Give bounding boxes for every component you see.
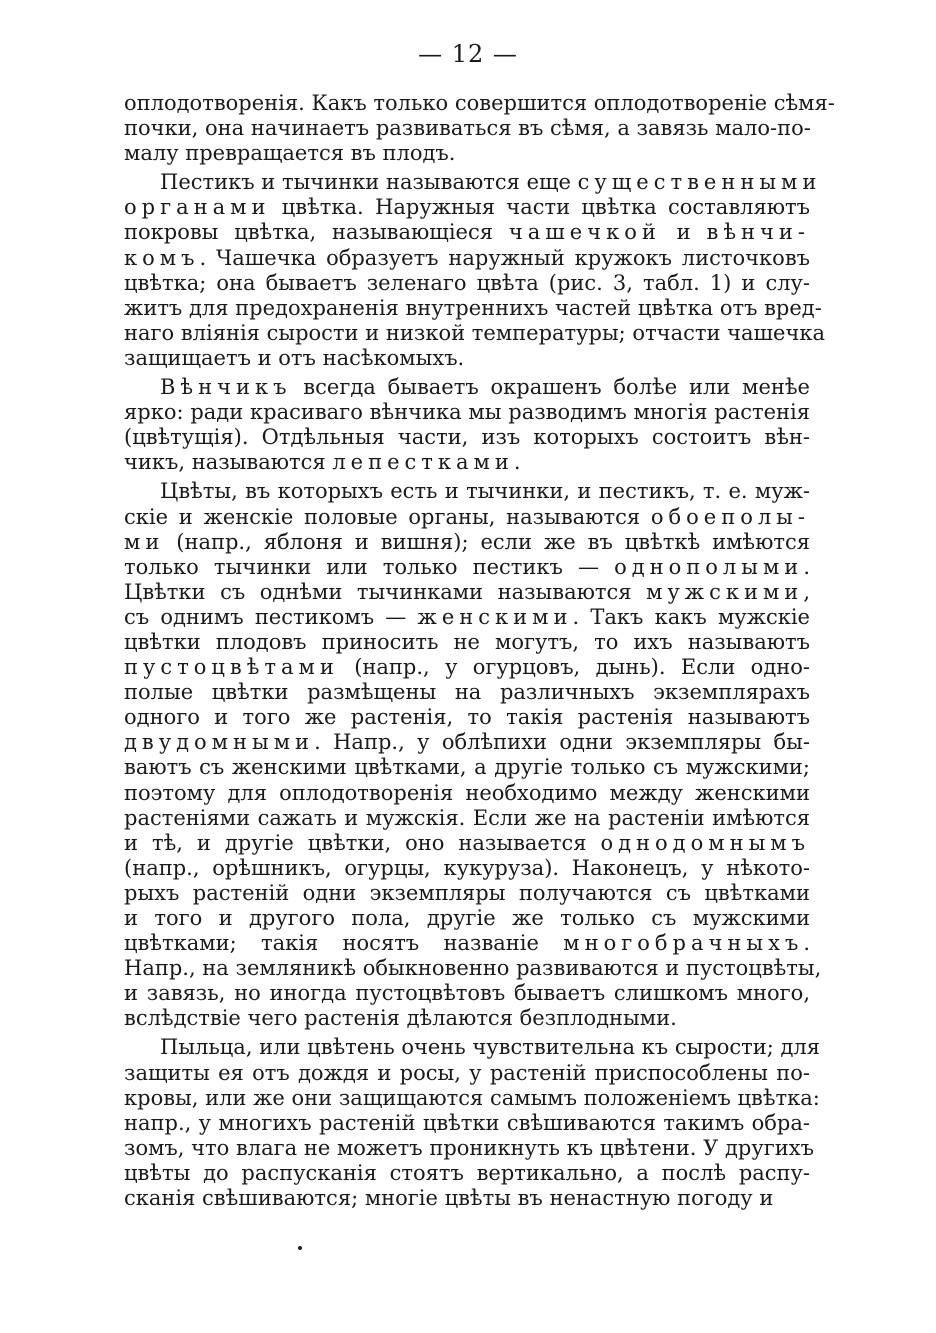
text-run: поэтому для оплодотворенія необходимо между женскими bbox=[124, 780, 810, 805]
text-run: растеніями сажать и мужскія. Если же на растеніи имѣются bbox=[124, 805, 810, 830]
text-run: чикъ, называются bbox=[124, 450, 333, 475]
text-run: , bbox=[803, 579, 810, 604]
text-run: . bbox=[803, 554, 810, 579]
text-line bbox=[124, 530, 810, 555]
text-run: защищаетъ и отъ насѣкомыхъ. bbox=[124, 345, 465, 370]
text-run: цвѣтка; она бываетъ зеленаго цвѣта (рис. 3, табл. 1) и слу- bbox=[124, 270, 810, 295]
text-line bbox=[124, 295, 822, 321]
text-run: полые цвѣтки размѣщены на различныхъ экземплярахъ bbox=[124, 680, 810, 705]
text-run: и bbox=[660, 220, 707, 245]
text-line bbox=[124, 375, 810, 400]
print-speck bbox=[298, 1246, 302, 1250]
text-run: малу превращается въ плодъ. bbox=[124, 141, 456, 166]
spaced-term: существенными bbox=[577, 170, 822, 195]
text-run: Цвѣтки съ однѣми тычинками называются bbox=[124, 579, 647, 604]
text-line bbox=[124, 580, 810, 605]
text-line bbox=[124, 680, 810, 705]
text-run: (напр., орѣшникъ, огурцы, кукуруза). Наконецъ, у нѣкото- bbox=[124, 855, 810, 880]
text-line bbox=[124, 479, 810, 504]
text-run: ярко: ради красиваго вѣнчика мы разводимъ многія растенія bbox=[124, 400, 810, 425]
text-line bbox=[124, 605, 810, 630]
text-line bbox=[124, 981, 810, 1006]
text-run: (напр., у огурцовъ, дынь). Если одно- bbox=[338, 655, 810, 680]
text-line bbox=[124, 400, 810, 425]
text-run: (цвѣтущія). Отдѣльныя части, изъ которыхъ состоитъ вѣн- bbox=[124, 425, 810, 450]
text-run: почки, она начинаетъ развиваться въ сѣмя, а завязь мало-по- bbox=[124, 116, 811, 141]
text-run: и завязь, но иногда пустоцвѣтовъ бываетъ слишкомъ много, bbox=[124, 981, 810, 1006]
text-run: скіе и женскіе половые органы, называются bbox=[124, 504, 651, 529]
text-line bbox=[124, 555, 810, 580]
paragraph bbox=[124, 479, 822, 1031]
text-run: только тычинки или только пестикъ — bbox=[124, 554, 615, 579]
spaced-term: обоеполы- bbox=[650, 504, 810, 529]
spaced-term: однополыми bbox=[614, 554, 804, 579]
text-line bbox=[124, 956, 822, 981]
text-run: защиты ея отъ дождя и росы, у растеній приспособлены по- bbox=[124, 1060, 810, 1085]
text-run: сканія свѣшиваются; многіе цвѣты въ ненастную погоду и bbox=[124, 1186, 774, 1211]
text-line bbox=[124, 881, 810, 906]
text-run: Пестикъ и тычинки называются еще bbox=[160, 170, 578, 195]
text-run: наго вліянія сырости и низкой температуры; отчасти чашечка bbox=[124, 320, 826, 345]
text-line bbox=[124, 630, 810, 655]
paragraph bbox=[124, 1035, 821, 1211]
text-run: . Чашечка образуетъ наружный кружокъ листочковъ bbox=[199, 245, 810, 270]
text-run: покровы цвѣтка, называющіеся bbox=[124, 220, 509, 245]
text-line bbox=[124, 116, 810, 141]
text-run: . bbox=[803, 931, 810, 956]
text-line bbox=[124, 781, 810, 806]
text-run: и того и другого пола, другіе же только съ мужскими bbox=[124, 906, 810, 930]
paragraph bbox=[124, 91, 835, 166]
spaced-term: чашечкой bbox=[508, 220, 661, 245]
text-line bbox=[124, 170, 822, 195]
text-line bbox=[124, 346, 810, 371]
text-line bbox=[124, 831, 810, 856]
text-line bbox=[124, 141, 810, 166]
text-run: вслѣдствіе чего растенія дѣлаются безплодными. bbox=[124, 1006, 677, 1031]
text-block bbox=[124, 91, 835, 1211]
text-run: оплодотворенія. Какъ только совершится оплодотвореніе сѣмя- bbox=[124, 91, 835, 115]
text-line bbox=[124, 320, 826, 346]
text-line bbox=[124, 906, 810, 931]
text-line bbox=[124, 931, 810, 956]
spaced-term: многобрачныхъ bbox=[563, 931, 804, 956]
text-line bbox=[124, 705, 810, 730]
spaced-term: двудомными bbox=[124, 730, 315, 755]
text-line bbox=[124, 450, 810, 475]
text-run: кровы, или же они защищаются самымъ положеніемъ цвѣтка: bbox=[124, 1085, 820, 1110]
spaced-term: однодомнымъ bbox=[600, 830, 810, 855]
page-number: — 12 — bbox=[418, 40, 518, 68]
text-line bbox=[124, 755, 810, 780]
text-line bbox=[124, 655, 810, 680]
text-run: житъ для предохраненія внутреннихъ частей цвѣтка отъ вред- bbox=[124, 295, 822, 320]
text-run: одного и того же растенія, то такія растенія называютъ bbox=[124, 705, 810, 730]
text-run: . Такъ какъ мужскіе bbox=[572, 604, 810, 629]
spaced-term: лепестками bbox=[332, 450, 514, 475]
paragraph bbox=[124, 170, 826, 371]
text-line bbox=[124, 1035, 821, 1060]
spaced-term: органами bbox=[124, 195, 271, 220]
text-line bbox=[124, 1111, 810, 1136]
text-run: Пыльца, или цвѣтень очень чувствительна къ сырости; для bbox=[160, 1035, 821, 1060]
text-line bbox=[124, 220, 810, 245]
spaced-term: женскими bbox=[417, 604, 573, 629]
text-run: . bbox=[513, 450, 521, 475]
spaced-term: комъ bbox=[124, 245, 200, 270]
text-run: (напр., яблоня и вишня); если же въ цвѣткѣ имѣются bbox=[164, 529, 810, 554]
text-line bbox=[124, 505, 810, 530]
spaced-term: пустоцвѣтами bbox=[124, 655, 339, 680]
text-run: цвѣты до распусканія стоятъ вертикально, а послѣ распу- bbox=[124, 1160, 810, 1185]
text-run: съ однимъ пестикомъ — bbox=[124, 604, 418, 629]
text-run: Напр., на земляникѣ обыкновенно развиваются и пустоцвѣты, bbox=[124, 956, 822, 981]
spaced-term: вѣнчи- bbox=[706, 220, 810, 245]
text-run: зомъ, что влага не можетъ проникнуть къ цвѣтени. У другихъ bbox=[124, 1135, 814, 1160]
text-run: и тѣ, и другіе цвѣтки, оно называется bbox=[124, 830, 601, 855]
text-run: цвѣтками; такія носятъ названіе bbox=[124, 931, 564, 956]
text-run: цвѣтки плодовъ приносить не могутъ, то ихъ называютъ bbox=[124, 629, 810, 654]
paragraph bbox=[124, 375, 810, 475]
text-line bbox=[124, 246, 810, 271]
text-run: ваютъ съ женскими цвѣтками, а другіе только съ мужскими; bbox=[124, 755, 810, 780]
text-run: всегда бываетъ окрашенъ болѣе или менѣе bbox=[291, 375, 810, 400]
text-line bbox=[124, 1085, 820, 1111]
spaced-term: ми bbox=[124, 529, 165, 554]
text-line bbox=[124, 1061, 810, 1086]
text-line bbox=[124, 806, 810, 831]
spaced-term: Вѣнчикъ bbox=[160, 375, 292, 400]
text-run: цвѣтка. Наружныя части цвѣтка составляютъ bbox=[270, 195, 810, 220]
text-line bbox=[124, 91, 835, 116]
text-line bbox=[124, 425, 810, 450]
text-line bbox=[124, 730, 810, 755]
text-line bbox=[124, 1135, 814, 1161]
text-run: напр., у многихъ растеній цвѣтки свѣшиваются такимъ обра- bbox=[124, 1110, 810, 1135]
text-line bbox=[124, 195, 810, 220]
text-line bbox=[124, 1186, 810, 1211]
text-run: рыхъ растеній одни экземпляры получаются съ цвѣтками bbox=[124, 880, 810, 905]
text-line bbox=[124, 1161, 810, 1186]
text-line bbox=[124, 271, 810, 296]
spaced-term: мужскими bbox=[646, 579, 804, 604]
text-line bbox=[124, 1006, 810, 1031]
text-run: Цвѣты, въ которыхъ есть и тычинки, и пестикъ, т. е. муж- bbox=[160, 479, 810, 504]
text-line bbox=[124, 856, 810, 881]
text-run: . Напр., у облѣпихи одни экземпляры бы- bbox=[314, 730, 810, 755]
